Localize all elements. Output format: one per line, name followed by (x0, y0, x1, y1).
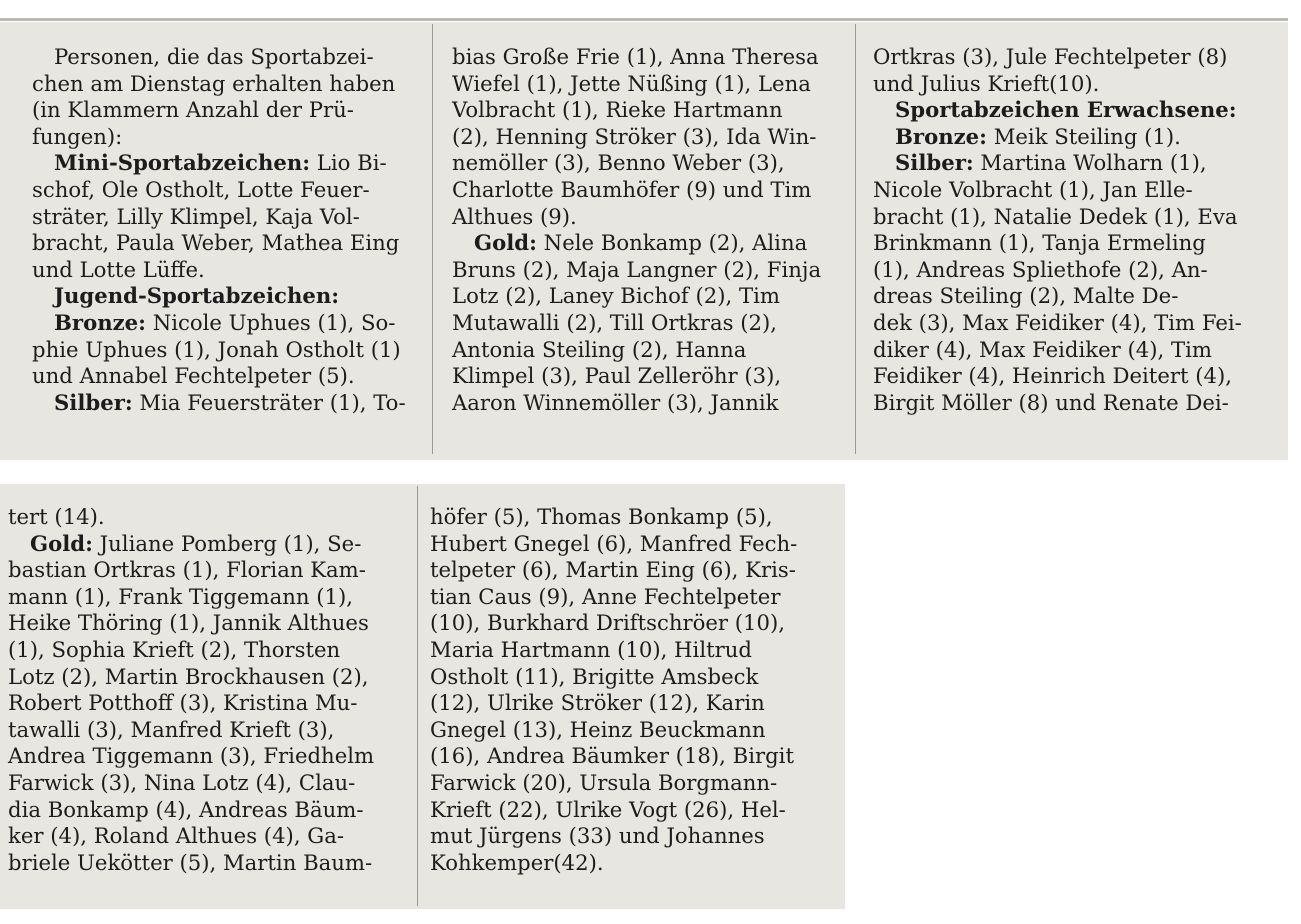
line-text: und Annabel Fechtelpeter (5). (32, 363, 355, 389)
text-line (8, 850, 398, 877)
text-line (430, 850, 822, 877)
line-text: Robert Potthoff (3), Kristina Mu- (8, 690, 358, 716)
line-text: diker (4), Max Feidiker (4), Tim (873, 336, 1212, 362)
text-line (32, 310, 418, 337)
text-line (430, 823, 822, 850)
text-line (430, 690, 822, 717)
line-text: phie Uphues (1), Jonah Ostholt (1) (32, 336, 401, 362)
line-text: chen am Dienstag erhalten haben (32, 70, 396, 96)
text-line (8, 584, 398, 611)
line-text: tert (14). (8, 504, 105, 529)
line-text: briele Uekötter (5), Martin Baum- (8, 849, 373, 875)
line-text: Wiefel (1), Jette Nüßing (1), Lena (452, 70, 811, 96)
line-text: Nele Bonkamp (2), Alina (536, 230, 808, 256)
line-text: Ostholt (11), Brigitte Amsbeck (430, 663, 759, 689)
section-heading: Bronze: (895, 123, 987, 149)
line-text: nemöller (3), Benno Weber (3), (452, 150, 785, 176)
text-line (452, 204, 844, 231)
line-text: schof, Ole Ostholt, Lotte Feuer- (32, 176, 370, 202)
text-line (8, 797, 398, 824)
line-text: bias Große Frie (1), Anna Theresa (452, 44, 819, 69)
line-text: dek (3), Max Feidiker (4), Tim Fei- (873, 309, 1242, 335)
section-heading: Gold: (30, 530, 93, 556)
text-line (452, 257, 844, 284)
text-line (430, 717, 822, 744)
section-heading: Bronze: (54, 309, 146, 335)
section-heading: Silber: (54, 389, 133, 415)
line-text: dia Bonkamp (4), Andreas Bäum- (8, 796, 364, 822)
text-line (32, 44, 418, 71)
text-line (32, 363, 418, 390)
text-line (452, 283, 844, 310)
section-heading: Silber: (895, 150, 974, 176)
text-line (32, 257, 418, 284)
line-text: (1), Sophia Krieft (2), Thorsten (8, 636, 341, 662)
column-divider (417, 486, 418, 906)
line-text: telpeter (6), Martin Eing (6), Kris- (430, 557, 796, 583)
line-text: Farwick (3), Nina Lotz (4), Clau- (8, 769, 356, 795)
line-text: tian Caus (9), Anne Fechtelpeter (430, 583, 781, 609)
line-text: mut Jürgens (33) und Johannes (430, 823, 765, 849)
text-line (452, 71, 844, 98)
text-line (873, 71, 1267, 98)
line-text: Farwick (20), Ursula Borgmann- (430, 769, 778, 795)
line-text: Charlotte Baumhöfer (9) und Tim (452, 176, 812, 202)
line-text: Bruns (2), Maja Langner (2), Finja (452, 256, 822, 282)
text-line (8, 690, 398, 717)
text-line (32, 97, 418, 124)
line-text: Andrea Tiggemann (3), Friedhelm (8, 743, 375, 769)
line-text: und Lotte Lüffe. (32, 256, 205, 282)
text-line (873, 230, 1267, 257)
line-text: Lotz (2), Laney Bichof (2), Tim (452, 283, 780, 309)
text-line (32, 71, 418, 98)
line-text: mann (1), Frank Tiggemann (1), (8, 583, 353, 609)
line-text: Birgit Möller (8) und Renate Dei- (873, 389, 1229, 415)
text-line (32, 124, 418, 151)
column-divider (432, 24, 433, 454)
text-line (8, 743, 398, 770)
line-text: Ortkras (3), Jule Fechtelpeter (8) (873, 44, 1228, 69)
text-line (452, 97, 844, 124)
text-line (8, 610, 398, 637)
line-text: Lio Bi- (310, 150, 387, 176)
text-line (8, 557, 398, 584)
line-text: Nicole Volbracht (1), Jan Elle- (873, 176, 1193, 202)
line-text: Brinkmann (1), Tanja Ermeling (873, 230, 1206, 256)
line-text: (in Klammern Anzahl der Prü- (32, 97, 354, 123)
line-text: Mia Feuersträter (1), To- (132, 389, 406, 415)
line-text: Lotz (2), Martin Brockhausen (2), (8, 663, 369, 689)
text-line (873, 363, 1267, 390)
line-text: Feidiker (4), Heinrich Deitert (4), (873, 363, 1232, 389)
text-line (8, 823, 398, 850)
line-text: Aaron Winnemöller (3), Jannik (452, 389, 779, 415)
line-text: Hubert Gnegel (6), Manfred Fech- (430, 530, 798, 556)
text-line (430, 504, 822, 531)
clipping-top-edge (0, 18, 1288, 21)
text-line (8, 717, 398, 744)
text-line (873, 150, 1267, 177)
line-text: und Julius Krieft(10). (873, 70, 1100, 96)
text-line (430, 797, 822, 824)
text-line (430, 770, 822, 797)
line-text: (12), Ulrike Ströker (12), Karin (430, 690, 765, 716)
text-line (452, 230, 844, 257)
text-line (873, 124, 1267, 151)
line-text: Althues (9). (452, 203, 577, 229)
text-line (8, 664, 398, 691)
text-line (873, 44, 1267, 71)
text-line (32, 204, 418, 231)
line-text: Juliane Pomberg (1), Se- (92, 530, 362, 556)
line-text: dreas Steiling (2), Malte De- (873, 283, 1179, 309)
line-text: Martina Wolharn (1), (973, 150, 1207, 176)
text-line (8, 504, 398, 531)
text-line (452, 390, 844, 417)
text-line (452, 124, 844, 151)
text-line (873, 204, 1267, 231)
article-column-3 (873, 44, 1267, 416)
text-line (873, 337, 1267, 364)
text-line (32, 337, 418, 364)
text-line (430, 664, 822, 691)
line-text: Heike Thöring (1), Jannik Althues (8, 610, 369, 636)
text-line (873, 390, 1267, 417)
text-line (873, 283, 1267, 310)
column-divider (855, 24, 856, 454)
line-text: Mutawalli (2), Till Ortkras (2), (452, 309, 777, 335)
text-line (452, 150, 844, 177)
line-text: (10), Burkhard Driftschröer (10), (430, 610, 785, 636)
article-column-5 (430, 504, 822, 876)
line-text: ker (4), Roland Althues (4), Ga- (8, 823, 345, 849)
text-line (452, 310, 844, 337)
line-text: bracht (1), Natalie Dedek (1), Eva (873, 203, 1238, 229)
text-line (430, 557, 822, 584)
text-line (8, 531, 398, 558)
text-line (32, 390, 418, 417)
line-text: Gnegel (13), Heinz Beuckmann (430, 716, 766, 742)
text-line (430, 637, 822, 664)
line-text: Personen, die das Sportabzei- (54, 44, 374, 69)
line-text: bracht, Paula Weber, Mathea Eing (32, 230, 400, 256)
line-text: (16), Andrea Bäumker (18), Birgit (430, 743, 794, 769)
line-text: Nicole Uphues (1), So- (145, 309, 396, 335)
text-line (873, 257, 1267, 284)
line-text: sträter, Lilly Klimpel, Kaja Vol- (32, 203, 360, 229)
line-text: (2), Henning Ströker (3), Ida Win- (452, 123, 817, 149)
text-line (8, 637, 398, 664)
line-text: bastian Ortkras (1), Florian Kam- (8, 557, 366, 583)
text-line (430, 743, 822, 770)
text-line (452, 44, 844, 71)
section-heading: Jugend-Sportabzeichen: (54, 283, 340, 309)
section-heading: Gold: (474, 230, 537, 256)
text-line (430, 531, 822, 558)
text-line (8, 770, 398, 797)
line-text: höfer (5), Thomas Bonkamp (5), (430, 504, 773, 529)
section-heading: Sportabzeichen Erwachsene: (895, 97, 1237, 123)
line-text: Klimpel (3), Paul Zelleröhr (3), (452, 363, 782, 389)
line-text: Volbracht (1), Rieke Hartmann (452, 97, 783, 123)
line-text: Antonia Steiling (2), Hanna (452, 336, 747, 362)
text-line (873, 97, 1267, 124)
text-line (452, 177, 844, 204)
text-line (32, 150, 418, 177)
article-column-2 (452, 44, 844, 416)
text-line (430, 584, 822, 611)
article-column-1 (32, 44, 418, 416)
line-text: Krieft (22), Ulrike Vogt (26), Hel- (430, 796, 786, 822)
line-text: Maria Hartmann (10), Hiltrud (430, 636, 752, 662)
text-line (32, 230, 418, 257)
text-line (452, 363, 844, 390)
text-line (873, 310, 1267, 337)
line-text: Meik Steiling (1). (986, 123, 1181, 149)
section-heading: Mini-Sportabzeichen: (54, 150, 311, 176)
text-line (452, 337, 844, 364)
line-text: tawalli (3), Manfred Krieft (3), (8, 716, 335, 742)
line-text: fungen): (32, 123, 123, 149)
text-line (32, 283, 418, 310)
text-line (430, 610, 822, 637)
line-text: (1), Andreas Spliethofe (2), An- (873, 256, 1208, 282)
text-line (873, 177, 1267, 204)
article-column-4 (8, 504, 398, 876)
text-line (32, 177, 418, 204)
line-text: Kohkemper(42). (430, 849, 604, 875)
